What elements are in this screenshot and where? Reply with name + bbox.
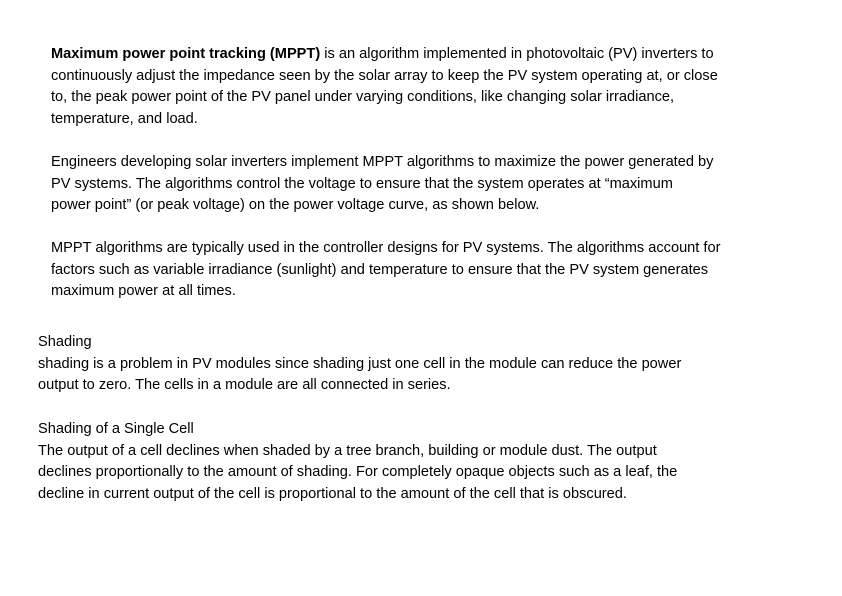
mppt-intro-line-4: temperature, and load. [51, 111, 198, 128]
shading-heading: Shading [38, 334, 92, 350]
algorithms-line-1: MPPT algorithms are typically used in the controller designs for PV systems. The algorithms account for [51, 240, 721, 256]
single-cell-section [38, 419, 828, 506]
single-cell-line-2: declines proportionally to the amount of shading. For completely opaque objects such as a leaf, the [38, 464, 678, 481]
engineers-line-2: PV systems. The algorithms control the voltage to ensure that the system operates at “maximum [51, 175, 673, 192]
shading-section [38, 332, 828, 397]
engineers-line-3: power point” (or peak voltage) on the power voltage curve, as shown below. [51, 197, 540, 214]
mppt-term: Maximum power point tracking (MPPT) [51, 46, 321, 62]
mppt-intro-line-1-rest: is an algorithm implemented in photovoltaic (PV) inverters to [320, 46, 714, 62]
mppt-intro-line-1 [51, 44, 821, 66]
mppt-intro-line-3: to, the peak power point of the PV panel under varying conditions, like changing solar irradiance, [51, 89, 675, 106]
algorithms-line-3: maximum power at all times. [51, 283, 236, 300]
mppt-intro-paragraph [51, 44, 821, 131]
mppt-intro-line-2: continuously adjust the impedance seen by the solar array to keep the PV system operating at, or close [51, 67, 718, 84]
single-cell-line-3: decline in current output of the cell is proportional to the amount of the cell that is obscured. [38, 486, 627, 503]
algorithms-paragraph [51, 238, 821, 303]
single-cell-heading: Shading of a Single Cell [38, 421, 194, 437]
algorithms-line-2: factors such as variable irradiance (sunlight) and temperature to ensure that the PV system generates [51, 261, 709, 278]
engineers-paragraph [51, 152, 821, 217]
shading-line-2: output to zero. The cells in a module are all connected in series. [38, 377, 451, 394]
shading-line-1: shading is a problem in PV modules since shading just one cell in the module can reduce the power [38, 355, 682, 372]
engineers-line-1: Engineers developing solar inverters implement MPPT algorithms to maximize the power generated by [51, 154, 714, 170]
single-cell-line-1: The output of a cell declines when shaded by a tree branch, building or module dust. The output [38, 442, 657, 459]
